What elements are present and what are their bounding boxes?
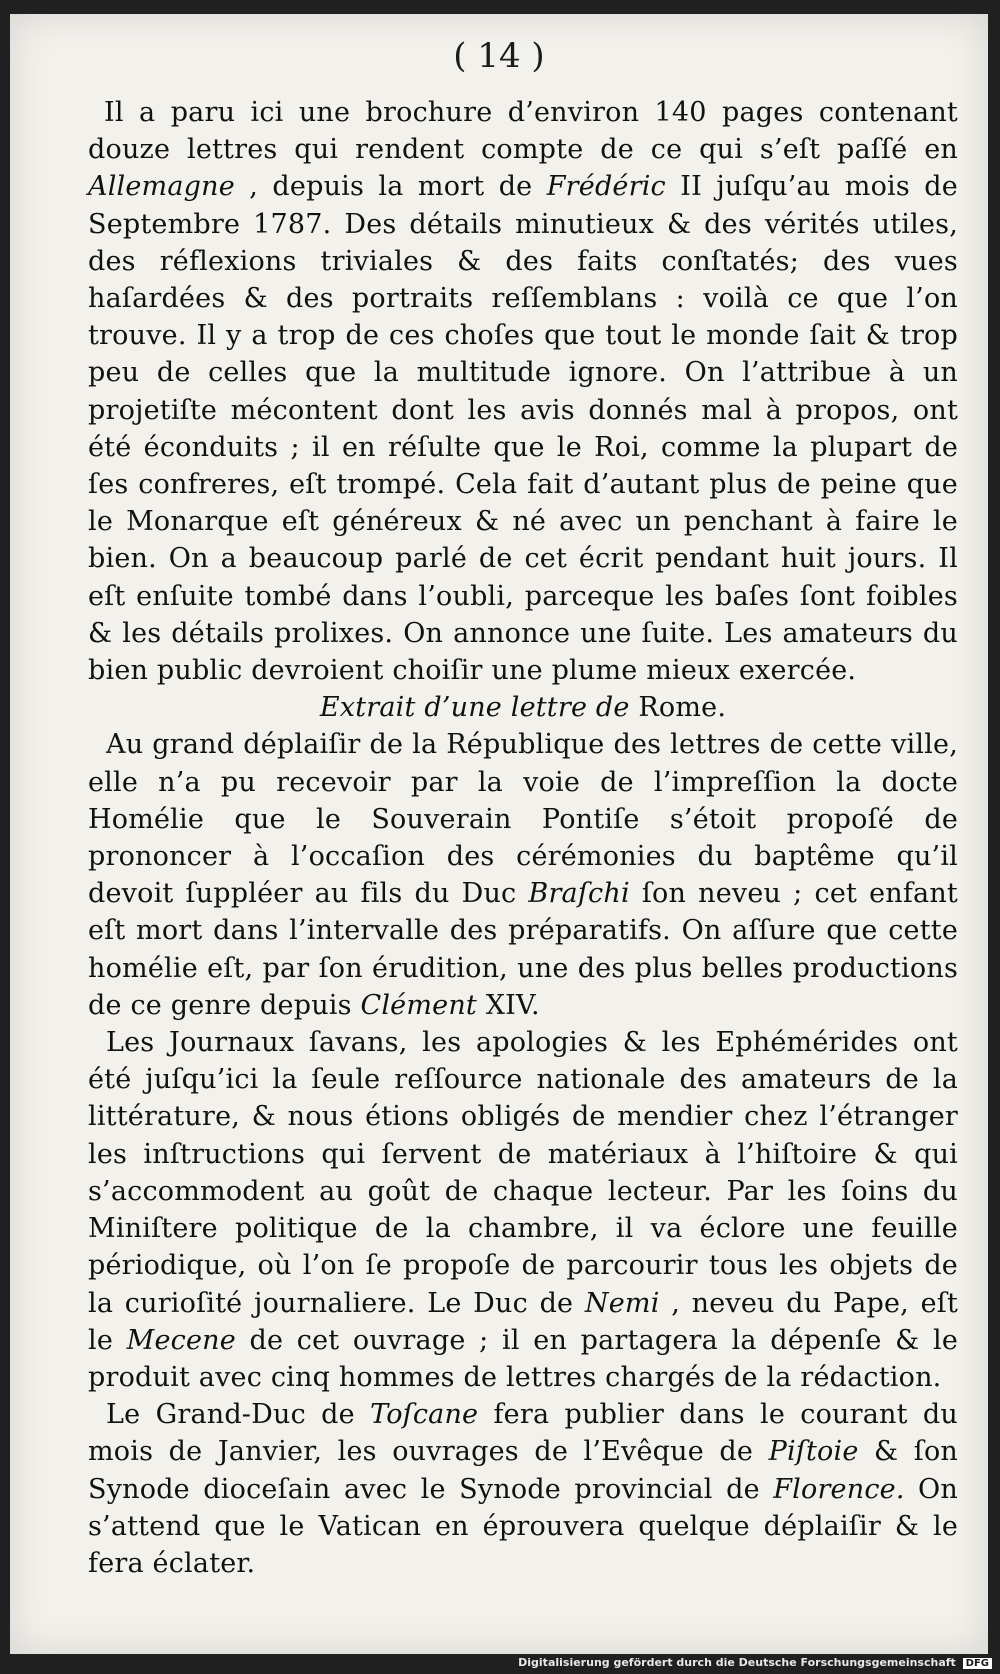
text-run: XIV. [476,989,540,1021]
dfg-logo: DFG [963,1658,992,1669]
page-number: ( 14 ) [453,36,545,76]
text-run: Rome. [629,692,727,724]
text-run: Le Grand-Duc de [106,1399,371,1431]
text-run: On s’attend que le Vatican en éprouvera quelque déplaiſir & le fera éclater. [88,1473,958,1579]
italic-text: Extrait d’une lettre de [319,692,630,724]
italic-text: Allemagne [88,171,235,203]
italic-text: Nemi [584,1287,660,1319]
text-run: II juſqu’au mois de Septembre 1787. Des détails minutieux & des vérités utiles, des réflexions triviales & des faits conſtatés; des vues haſardées & des portraits reſſemblans : voilà ce que l’on trouve. Il y a trop de ces choſes que tout le monde ſait & trop peu de celles que la multitude ignore. On l’attribue à un projetiſte mécontent dont les avis donnés mal à propos, ont été éconduits ; il en réſulte que le Roi, comme la plupart de ſes confreres, eſt trompé. Cela fait d’autant plus de peine que le Monarque eſt généreux & né avec un penchant à faire le bien. On a beaucoup parlé de cet écrit pendant huit jours. Il eſt enſuite tombé dans l’oubli, parceque les baſes ſont foibles & les détails prolixes. On annonce une ſuite. Les amateurs du bien public devroient choiſir une plume mieux exercée. [88,171,958,687]
paragraph [88,726,958,1024]
text-run: Les Journaux ſavans, les apologies & les Ephémérides ont été juſqu’ici la ſeule reſſource nationale des amateurs de la littérature, & nous étions obligés de mendier chez l’étranger les inſtructions qui ſervent de matériaux à l’hiſtoire & qui s’accommodent au goût de chaque lecteur. Par les ſoins du Miniſtere politique de la chambre, il va éclore une feuille périodique, où l’on ſe propoſe de parcourir tous les objets de la curioſité journaliere. Le Duc de [88,1027,958,1319]
italic-text: Mecene [126,1324,236,1356]
paragraph [88,1024,958,1396]
credit-text: Digitalisierung gefördert durch die Deutsche Forschungsgemeinschaft [518,1656,956,1669]
text-run: ſon neveu ; cet enfant eſt mort dans l’intervalle des préparatifs. On aſſure que cette homélie eſt, par ſon érudition, une des plus belles productions de ce genre depuis [88,878,958,1021]
italic-text: Piſtoie [768,1436,859,1468]
book-page [10,14,988,1654]
italic-text: Clément [360,989,477,1021]
italic-text: Frédéric [546,171,666,203]
paragraph [88,1396,958,1582]
body-text [88,94,958,1582]
paragraph [88,94,958,689]
text-run: & ſon Synode dioceſain avec le Synode provincial de [88,1436,958,1505]
text-run: Il a paru ici une brochure d’environ 140 pages contenant douze lettres qui rendent compte de ce qui s’eſt paſſé en [88,97,958,166]
italic-text: Toſcane [370,1399,479,1431]
italic-text: Braſchi [528,878,630,910]
text-run: , neveu du Pape, eſt le [88,1287,958,1356]
section-heading [88,689,958,726]
text-run: fera publier dans le courant du mois de Janvier, les ouvrages de l’Evêque de [88,1399,958,1468]
digitization-credit [0,1656,992,1669]
italic-text: Florence. [773,1473,905,1505]
text-run: de cet ouvrage ; il en partagera la dépenſe & le produit avec cinq hommes de lettres chargés de la rédaction. [88,1324,959,1393]
text-run: , depuis la mort de [234,171,547,203]
text-run: Au grand déplaiſir de la République des lettres de cette ville, elle n’a pu recevoir par la voie de l’impreſſion la docte Homélie que le Souverain Pontiſe s’étoit propoſé de prononcer à l’occaſion des cérémonies du baptême qu’il devoit ſuppléer au fils du Duc [88,729,958,910]
